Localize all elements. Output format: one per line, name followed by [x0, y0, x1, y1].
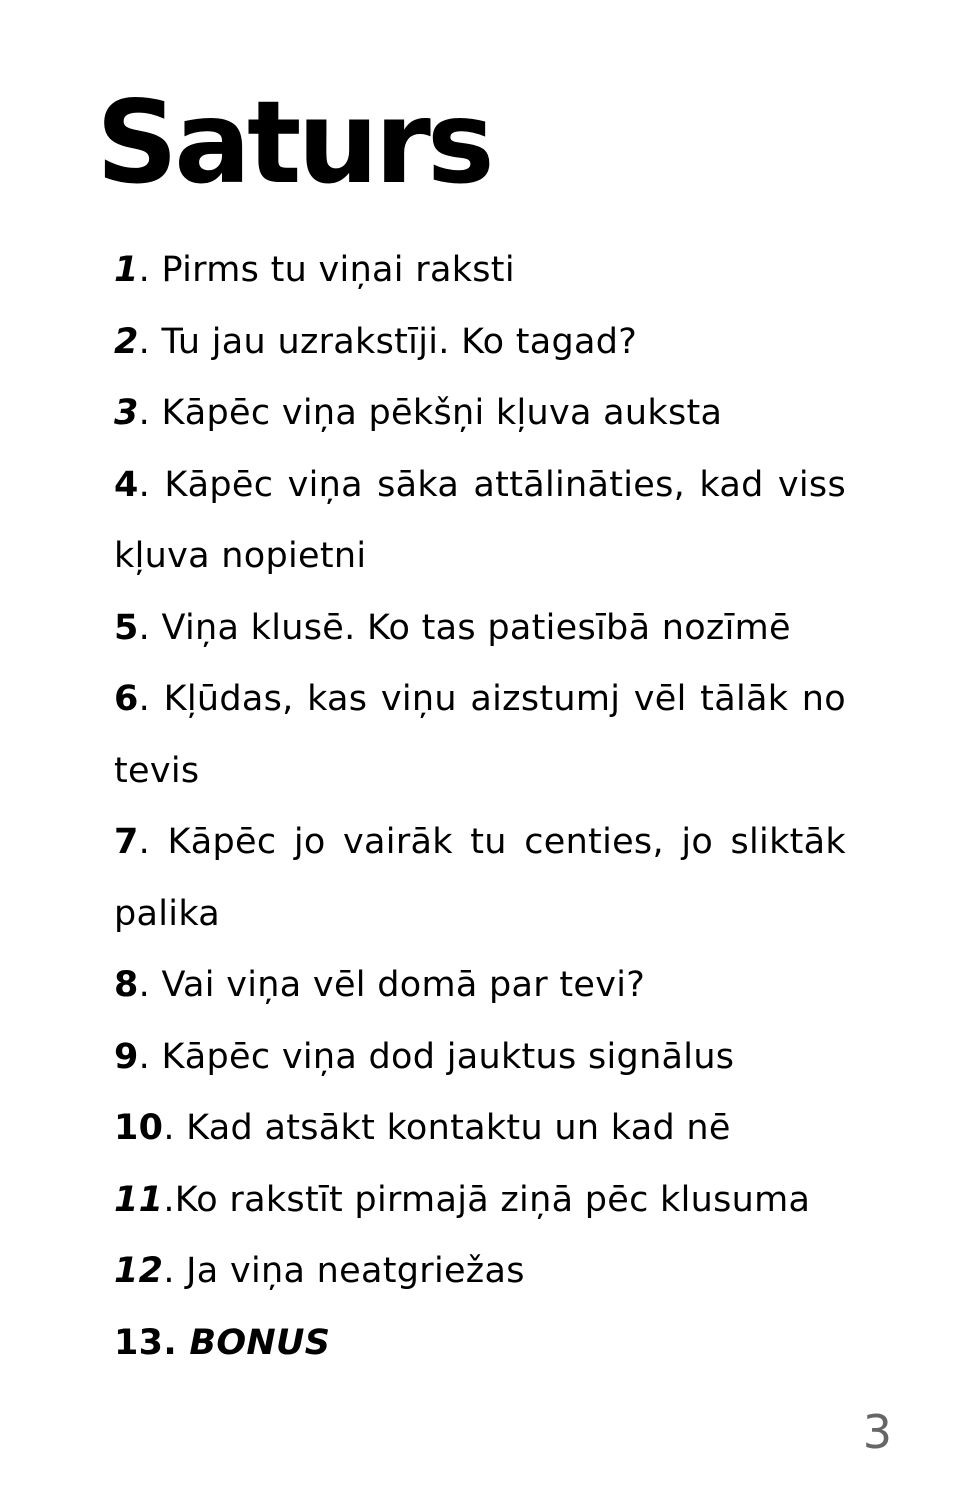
toc-number: 10	[114, 1108, 164, 1148]
toc-item-5	[114, 593, 846, 665]
toc-item-8	[114, 950, 846, 1022]
toc-number: 1	[114, 250, 139, 290]
toc-number: 7	[114, 822, 139, 862]
toc-separator: .	[138, 679, 164, 719]
toc-text: Ja viņa neatgriežas	[186, 1251, 525, 1291]
toc-separator: .	[163, 1251, 187, 1291]
toc-number: 8	[114, 965, 139, 1005]
toc-number: 6	[114, 679, 139, 719]
toc-number: 9	[114, 1036, 139, 1077]
toc-number: 13	[114, 1322, 164, 1363]
toc-text: Kad atsākt kontaktu un kad nē	[186, 1108, 731, 1148]
toc-text: Kļūdas, kas viņu aizstumj vēl tālāk no tevis	[114, 679, 846, 791]
toc-item-11	[114, 1165, 846, 1237]
toc-separator: .	[138, 822, 168, 862]
toc-item-2	[114, 307, 846, 379]
toc-separator: .	[138, 321, 162, 362]
toc-number: 4	[114, 464, 139, 505]
toc-separator: .	[138, 607, 162, 648]
toc-separator: .	[163, 1179, 175, 1220]
toc-item-10	[114, 1093, 846, 1165]
toc-separator: .	[163, 1108, 187, 1148]
toc-item-7	[114, 807, 846, 950]
toc-separator: .	[138, 250, 162, 290]
toc-text: Pirms tu viņai raksti	[161, 250, 515, 290]
toc-text: Kāpēc viņa pēkšņi kļuva auksta	[161, 393, 723, 433]
toc-separator: .	[163, 1322, 190, 1363]
toc-separator: .	[138, 393, 162, 433]
toc-number: 3	[114, 393, 139, 433]
toc-separator: .	[138, 965, 162, 1005]
page-title: Saturs	[96, 76, 491, 209]
toc-text: Kāpēc jo vairāk tu centies, jo sliktāk palika	[114, 822, 846, 934]
toc-text: Viņa klusē. Ko tas patiesībā nozīmē	[161, 607, 791, 648]
toc-number: 2	[114, 321, 139, 362]
toc-item-12	[114, 1236, 846, 1308]
toc-item-9	[114, 1022, 846, 1094]
toc-item-1	[114, 235, 846, 307]
toc-item-13	[114, 1308, 846, 1380]
toc-item-3	[114, 378, 846, 450]
toc-text: Kāpēc viņa sāka attālināties, kad viss kļuva nopietni	[114, 464, 846, 576]
toc-number: 5	[114, 607, 139, 648]
toc-number: 11	[114, 1179, 164, 1220]
toc-text: Tu jau uzrakstīji. Ko tagad?	[161, 321, 638, 362]
toc-text-bonus: BONUS	[189, 1322, 331, 1363]
toc-text: Vai viņa vēl domā par tevi?	[161, 965, 646, 1005]
toc-text: Kāpēc viņa dod jauktus signālus	[161, 1036, 735, 1077]
page-number: 3	[862, 1405, 892, 1459]
toc-text: Ko rakstīt pirmajā ziņā pēc klusuma	[174, 1179, 811, 1220]
toc-separator: .	[138, 464, 165, 505]
toc-number: 12	[114, 1251, 164, 1291]
toc-item-4	[114, 450, 846, 593]
table-of-contents	[114, 235, 846, 1379]
toc-item-6	[114, 664, 846, 807]
toc-separator: .	[138, 1036, 162, 1077]
